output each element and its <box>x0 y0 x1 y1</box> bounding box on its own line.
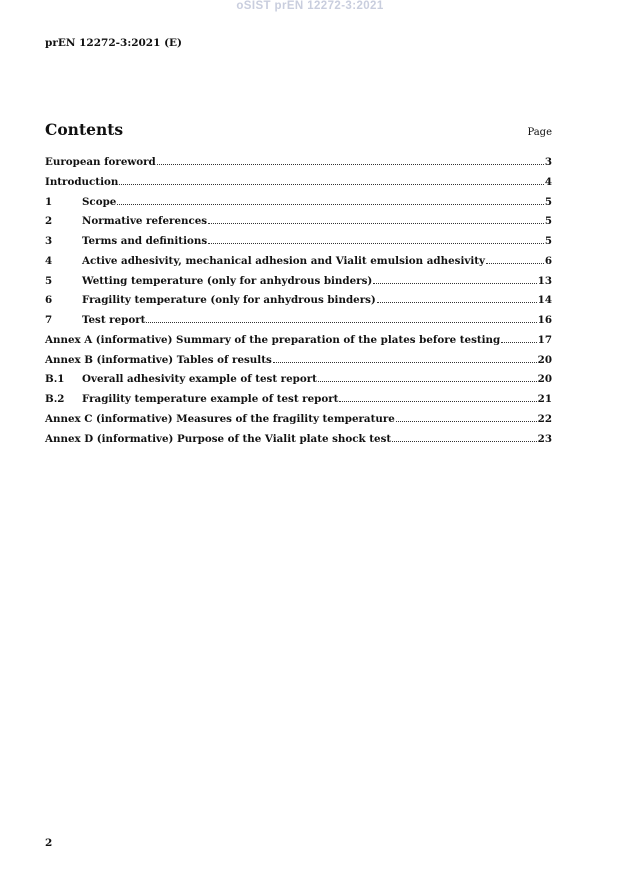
toc-entry-page: 23 <box>537 432 552 445</box>
toc-entry-title: Overall adhesivity example of test report <box>82 373 317 386</box>
toc-entry-title: Fragility temperature (only for anhydrous binders) <box>82 294 376 307</box>
toc-entry[interactable] <box>45 176 552 196</box>
toc-entry-number: 7 <box>45 314 53 326</box>
toc-entry[interactable] <box>45 393 552 413</box>
toc-entry-number: 5 <box>45 274 53 287</box>
toc-entry-title: Annex C (informative) Measures of the fragility temperature <box>45 412 395 425</box>
toc-entry-page: 13 <box>537 274 552 287</box>
toc-entry-page: 16 <box>537 314 552 326</box>
toc-entry-page: 5 <box>544 195 552 208</box>
toc-entry-page: 5 <box>544 215 552 228</box>
toc-entry-title: Introduction <box>45 175 119 188</box>
toc-entry-page: 14 <box>537 294 552 307</box>
toc-entry-number: B.1 <box>45 373 65 386</box>
toc-entry[interactable] <box>45 314 552 334</box>
toc-dot-leader <box>373 283 536 284</box>
toc-entry[interactable] <box>45 354 552 374</box>
toc-entry[interactable] <box>45 196 552 216</box>
toc-dot-leader <box>318 381 537 382</box>
toc-entry-number: 6 <box>45 294 53 307</box>
toc-dot-leader <box>208 243 544 244</box>
toc-entry-number: 1 <box>45 195 53 208</box>
toc-dot-leader <box>117 204 544 205</box>
contents-header <box>45 120 552 139</box>
toc-dot-leader <box>501 342 536 343</box>
page-column-label: Page <box>527 127 552 138</box>
toc-entry-title: Normative references <box>82 215 208 228</box>
toc-entry[interactable] <box>45 275 552 295</box>
toc-dot-leader <box>396 421 537 422</box>
toc-entry-page: 6 <box>544 254 552 267</box>
toc-entry[interactable] <box>45 413 552 433</box>
toc-dot-leader <box>119 184 543 185</box>
toc-dot-leader <box>146 322 536 323</box>
toc-entry-page: 21 <box>537 393 552 405</box>
toc-entry-title: European foreword <box>45 156 156 168</box>
toc-dot-leader <box>392 441 537 442</box>
toc-entry[interactable] <box>45 373 552 393</box>
toc-entry-title: Test report <box>82 314 146 326</box>
contents-title: Contents <box>45 120 124 139</box>
toc-entry-title: Annex A (informative) Summary of the preparation of the plates before testing <box>45 333 501 346</box>
toc-entry-title: Wetting temperature (only for anhydrous binders) <box>82 274 373 287</box>
toc-entry[interactable] <box>45 433 552 453</box>
page-number: 2 <box>45 837 53 849</box>
toc-entry-title: Annex B (informative) Tables of results <box>45 353 272 366</box>
toc-entry[interactable] <box>45 294 552 314</box>
toc-entry-page: 4 <box>544 175 552 188</box>
toc-entry-number: 3 <box>45 235 53 247</box>
watermark: oSIST prEN 12272-3:2021 <box>236 0 384 12</box>
toc-entry[interactable] <box>45 255 552 275</box>
toc-entry-title: Active adhesivity, mechanical adhesion and Vialit emulsion adhesivity <box>82 254 485 267</box>
toc-entry-number: 2 <box>45 215 53 228</box>
toc-entry-title: Annex D (informative) Purpose of the Vialit plate shock test <box>45 432 392 445</box>
document-id: prEN 12272-3:2021 (E) <box>45 37 183 49</box>
table-of-contents <box>45 156 552 452</box>
toc-entry-title: Scope <box>82 195 117 208</box>
toc-dot-leader <box>157 164 544 165</box>
toc-entry-page: 20 <box>537 373 552 386</box>
toc-entry-number: 4 <box>45 254 53 267</box>
toc-entry[interactable] <box>45 215 552 235</box>
toc-dot-leader <box>273 362 537 363</box>
toc-entry-number: B.2 <box>45 393 65 405</box>
toc-dot-leader <box>208 223 544 224</box>
toc-entry-title: Terms and definitions <box>82 235 208 247</box>
toc-entry-page: 20 <box>537 353 552 366</box>
toc-entry-page: 3 <box>544 156 552 168</box>
toc-entry[interactable] <box>45 156 552 176</box>
toc-entry[interactable] <box>45 334 552 354</box>
toc-dot-leader <box>486 263 544 264</box>
toc-entry-page: 22 <box>537 412 552 425</box>
toc-entry-title: Fragility temperature example of test report <box>82 393 339 405</box>
toc-entry[interactable] <box>45 235 552 255</box>
toc-dot-leader <box>377 302 537 303</box>
toc-entry-page: 5 <box>544 235 552 247</box>
toc-entry-page: 17 <box>537 333 552 346</box>
toc-dot-leader <box>339 401 536 402</box>
